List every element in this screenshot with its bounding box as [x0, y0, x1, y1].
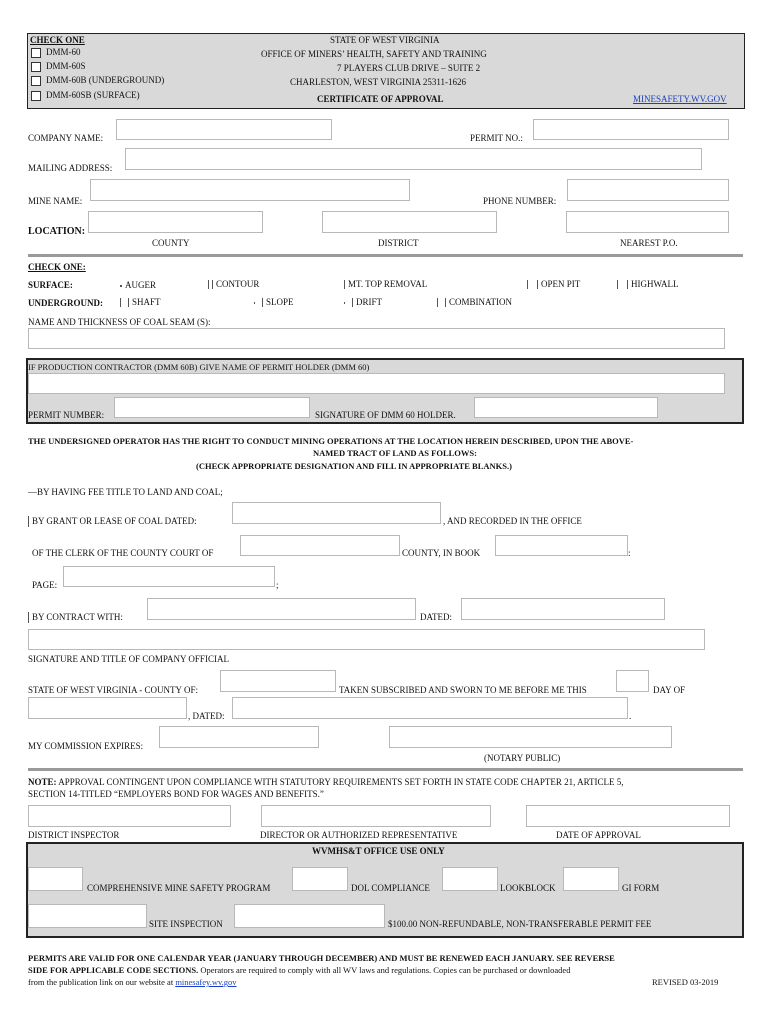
rights-line1: THE UNDERSIGNED OPERATOR HAS THE RIGHT TO CONDUCT MINING OPERATIONS AT THE LOCATION HEREIN DESCRIBED, UPON THE ABOVE-	[28, 436, 634, 446]
checkbox-icon[interactable]	[31, 48, 41, 58]
footer-normal: Operators are required to comply with all WV laws and regulations. Copies can be purchased or downloaded	[198, 965, 571, 975]
director-field[interactable]	[261, 805, 491, 827]
contract-dated-field[interactable]	[461, 598, 665, 620]
company-official-signature-field[interactable]	[28, 629, 705, 650]
footer-bold: SIDE FOR APPLICABLE CODE SECTIONS.	[28, 965, 199, 975]
option-label: SLOPE	[266, 297, 294, 307]
notary-dated-field[interactable]	[232, 697, 628, 719]
contractor-permit-number-label: PERMIT NUMBER:	[28, 410, 105, 420]
contract-label: BY CONTRACT WITH:	[32, 612, 123, 622]
signature-title-label: SIGNATURE AND TITLE OF COMPANY OFFICIAL	[28, 654, 229, 664]
site-inspection-field-1[interactable]	[28, 904, 147, 928]
approval-note-line2: SECTION 14-TITLED “EMPLOYERS BOND FOR WAGES AND BENEFITS.”	[28, 789, 324, 799]
option-open-pit[interactable]	[527, 279, 580, 289]
checkbox-icon	[262, 298, 263, 307]
checkbox-icon	[352, 298, 353, 307]
option-label: DMM-60S	[46, 61, 86, 71]
option-label: DMM-60SB (SURFACE)	[46, 90, 140, 100]
publication-link[interactable]: minesafey.wv.gov	[175, 977, 237, 987]
checkbox-icon[interactable]	[437, 298, 438, 307]
option-label: AUGER	[125, 280, 156, 290]
grant-lease-option[interactable]	[28, 516, 197, 527]
day-field[interactable]	[616, 670, 649, 692]
page-field[interactable]	[63, 566, 275, 587]
option-contour[interactable]	[208, 279, 259, 289]
county-field[interactable]	[88, 211, 263, 233]
option-label: DMM-60B (UNDERGROUND)	[46, 75, 165, 85]
page-semicolon: ;	[276, 580, 279, 590]
county-book-label: COUNTY, IN BOOK	[402, 548, 481, 558]
checkbox-icon	[445, 298, 446, 307]
option-label: DRIFT	[356, 297, 383, 307]
mine-name-field[interactable]	[90, 179, 410, 201]
option-dmm60s[interactable]	[31, 61, 86, 72]
district-inspector-caption: DISTRICT INSPECTOR	[28, 830, 120, 840]
commission-label: MY COMMISSION EXPIRES:	[28, 741, 144, 751]
nearest-po-field[interactable]	[566, 211, 729, 233]
county-caption: COUNTY	[152, 238, 190, 248]
header-line-city: CHARLESTON, WEST VIRGINIA 25311-1626	[290, 77, 467, 87]
option-shaft[interactable]	[120, 297, 161, 307]
notary-county-field[interactable]	[220, 670, 336, 692]
option-label: COMBINATION	[449, 297, 512, 307]
company-name-field[interactable]	[116, 119, 332, 140]
cmsp-label: COMPREHENSIVE MINE SAFETY PROGRAM	[87, 883, 271, 893]
option-label: OPEN PIT	[541, 279, 581, 289]
surface-label: SURFACE:	[28, 280, 73, 290]
checkbox-icon[interactable]	[31, 62, 41, 72]
checkbox-icon[interactable]	[31, 76, 41, 86]
clerk-county-field[interactable]	[240, 535, 400, 556]
book-field[interactable]	[495, 535, 628, 556]
check-one-label: CHECK ONE	[30, 35, 85, 45]
permit-holder-field[interactable]	[28, 373, 725, 394]
checkbox-icon	[212, 280, 213, 289]
footer-text: from the publication link on our website at	[28, 977, 176, 987]
lookblock-label: LOOKBLOCK	[500, 883, 556, 893]
checkbox-icon[interactable]	[344, 302, 345, 304]
page-label: PAGE:	[32, 580, 58, 590]
commission-field[interactable]	[159, 726, 319, 748]
mine-name-label: MINE NAME:	[28, 196, 83, 206]
contractor-permit-number-field[interactable]	[114, 397, 310, 418]
permit-fee-label: $100.00 NON-REFUNDABLE, NON-TRANSFERABLE PERMIT FEE	[388, 919, 652, 929]
option-label: MT. TOP REMOVAL	[348, 279, 428, 289]
header-line-state: STATE OF WEST VIRGINIA	[330, 35, 440, 45]
checkbox-icon	[537, 280, 538, 289]
gi-form-label: GI FORM	[622, 883, 660, 893]
mailing-address-label: MAILING ADDRESS:	[28, 163, 113, 173]
notary-signature-field[interactable]	[389, 726, 672, 748]
approval-note	[28, 777, 624, 787]
option-dmm60b[interactable]	[31, 75, 164, 86]
note-label: NOTE:	[28, 777, 57, 787]
book-colon: :	[628, 548, 631, 558]
checkbox-icon[interactable]	[28, 612, 29, 623]
header-line-address: 7 PLAYERS CLUB DRIVE – SUITE 2	[337, 63, 481, 73]
contract-dated-label: DATED:	[420, 612, 452, 622]
notary-month-field[interactable]	[28, 697, 187, 719]
nearest-po-caption: NEAREST P.O.	[620, 238, 678, 248]
notary-dated-label: , DATED:	[188, 711, 225, 721]
district-inspector-field[interactable]	[28, 805, 231, 827]
grant-lease-date-field[interactable]	[232, 502, 441, 524]
gi-form-field[interactable]	[563, 867, 619, 891]
option-dmm60[interactable]	[31, 47, 81, 58]
checkbox-icon[interactable]	[28, 516, 29, 527]
option-auger[interactable]	[120, 280, 156, 290]
note-text: APPROVAL CONTINGENT UPON COMPLIANCE WITH STATUTORY REQUIREMENTS SET FORTH IN STATE CODE CHAPTER 21, ARTICLE 5,	[56, 777, 624, 787]
phone-number-label: PHONE NUMBER:	[483, 196, 557, 206]
footer-line2	[28, 965, 570, 975]
divider	[28, 254, 743, 257]
grant-lease-label: BY GRANT OR LEASE OF COAL DATED:	[32, 516, 197, 526]
notary-public-caption: (NOTARY PUBLIC)	[484, 753, 561, 763]
underground-label: UNDERGROUND:	[28, 298, 103, 308]
district-field[interactable]	[322, 211, 497, 233]
check-one-mining-label: CHECK ONE:	[28, 262, 86, 272]
footer-line3	[28, 977, 237, 987]
checkbox-icon[interactable]	[120, 298, 121, 307]
header-line-office: OFFICE OF MINERS’ HEALTH, SAFETY AND TRAINING	[261, 49, 487, 59]
notary-period: .	[629, 711, 632, 721]
cmsp-field[interactable]	[28, 867, 83, 891]
date-approval-caption: DATE OF APPROVAL	[556, 830, 641, 840]
checkbox-icon[interactable]	[31, 91, 41, 101]
permit-no-field[interactable]	[533, 119, 729, 140]
option-label: DMM-60	[46, 47, 81, 57]
contract-with-field[interactable]	[147, 598, 416, 620]
signature-holder-label: SIGNATURE OF DMM 60 HOLDER.	[315, 410, 456, 420]
lookblock-field[interactable]	[442, 867, 498, 891]
company-name-label: COMPANY NAME:	[28, 133, 104, 143]
site-inspection-label: SITE INSPECTION	[149, 919, 223, 929]
dol-label: DOL COMPLIANCE	[351, 883, 430, 893]
date-approval-field[interactable]	[526, 805, 730, 827]
fee-title-option[interactable]: —BY HAVING FEE TITLE TO LAND AND COAL;	[28, 487, 223, 497]
phone-number-field[interactable]	[567, 179, 729, 201]
option-combination[interactable]	[437, 297, 512, 307]
location-label: LOCATION:	[28, 226, 86, 237]
sworn-label: TAKEN SUBSCRIBED AND SWORN TO ME BEFORE ME THIS	[339, 685, 587, 695]
checkbox-icon[interactable]	[120, 285, 122, 287]
district-caption: DISTRICT	[378, 238, 419, 248]
contract-option[interactable]	[28, 612, 123, 623]
footer-line1: PERMITS ARE VALID FOR ONE CALENDAR YEAR (JANUARY THROUGH DECEMBER) AND MUST BE RENEWED EACH JANUARY. SEE REVERSE	[28, 953, 615, 963]
clerk-label: OF THE CLERK OF THE COUNTY COURT OF	[32, 548, 214, 558]
checkbox-icon[interactable]	[527, 280, 528, 289]
option-label: HIGHWALL	[631, 279, 679, 289]
checkbox-icon	[627, 280, 628, 289]
permit-no-label: PERMIT NO.:	[470, 133, 523, 143]
website-link[interactable]: MINESAFETY.WV.GOV	[633, 94, 727, 104]
divider	[28, 768, 743, 771]
option-slope[interactable]	[254, 297, 294, 307]
rights-line2: NAMED TRACT OF LAND AS FOLLOWS:	[313, 448, 477, 458]
option-label: SHAFT	[132, 297, 161, 307]
checkbox-icon	[128, 298, 129, 307]
state-county-label: STATE OF WEST VIRGINIA - COUNTY OF:	[28, 685, 198, 695]
option-drift[interactable]	[344, 297, 382, 307]
director-caption: DIRECTOR OR AUTHORIZED REPRESENTATIVE	[260, 830, 458, 840]
revised-date: REVISED 03-2019	[652, 977, 719, 987]
coal-seam-field[interactable]	[28, 328, 725, 349]
form-title: CERTIFICATE OF APPROVAL	[317, 94, 444, 104]
dol-field[interactable]	[292, 867, 348, 891]
office-use-heading: WVMHS&T OFFICE USE ONLY	[312, 846, 445, 856]
checkbox-icon[interactable]	[344, 280, 345, 289]
option-highwall[interactable]	[617, 279, 679, 289]
recorded-label: , AND RECORDED IN THE OFFICE	[443, 516, 582, 526]
checkbox-icon[interactable]	[254, 302, 255, 304]
coal-seam-label: NAME AND THICKNESS OF COAL SEAM (S):	[28, 317, 211, 327]
checkbox-icon[interactable]	[208, 280, 209, 289]
checkbox-icon[interactable]	[617, 280, 618, 289]
contractor-heading: IF PRODUCTION CONTRACTOR (DMM 60B) GIVE NAME OF PERMIT HOLDER (DMM 60)	[28, 362, 370, 372]
option-mt-top-removal[interactable]	[344, 279, 427, 289]
signature-holder-field[interactable]	[474, 397, 658, 418]
rights-line3: (CHECK APPROPRIATE DESIGNATION AND FILL IN APPROPRIATE BLANKS.)	[196, 461, 512, 471]
day-of-label: DAY OF	[653, 685, 686, 695]
site-inspection-field-2[interactable]	[234, 904, 385, 928]
mailing-address-field[interactable]	[125, 148, 702, 170]
option-dmm60sb[interactable]	[31, 90, 140, 101]
option-label: CONTOUR	[216, 279, 260, 289]
